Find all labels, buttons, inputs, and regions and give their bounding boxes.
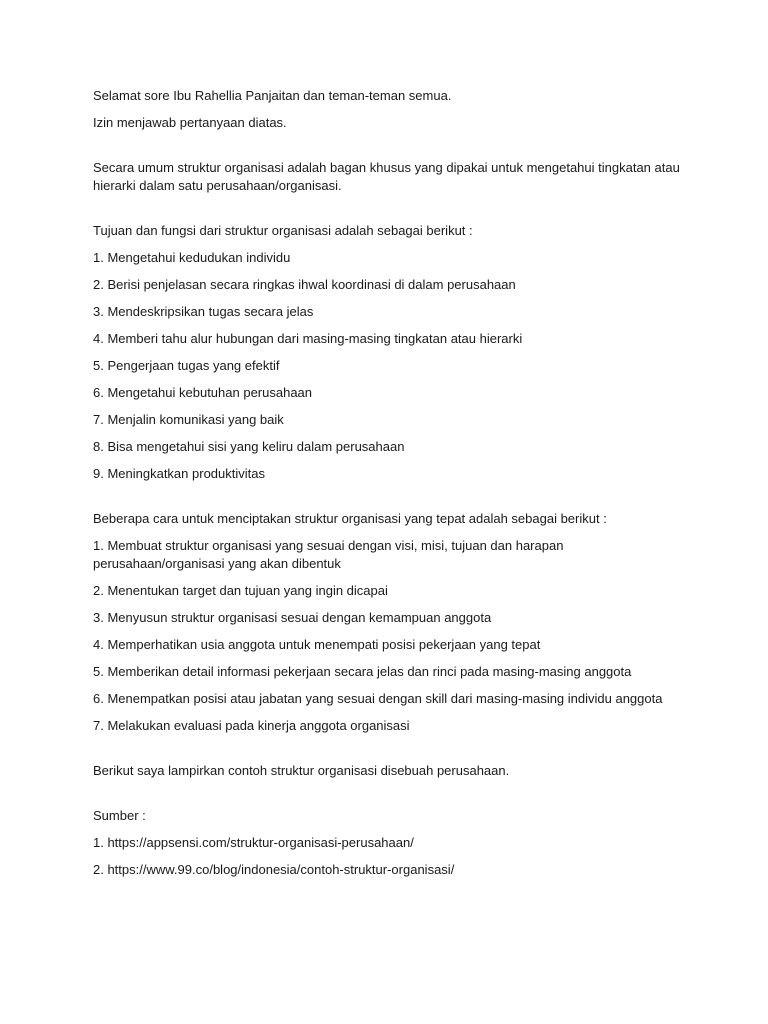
paragraph-spacer bbox=[93, 141, 683, 159]
source-link: 2. https://www.99.co/blog/indonesia/contoh-struktur-organisasi/ bbox=[93, 862, 455, 877]
purpose-list-item: 9. Meningkatkan produktivitas bbox=[93, 466, 265, 481]
methods-list-item: 5. Memberikan detail informasi pekerjaan secara jelas dan rinci pada masing-masing anggota bbox=[93, 664, 632, 679]
purpose-list-item: 6. Mengetahui kebutuhan perusahaan bbox=[93, 385, 313, 400]
paragraph-spacer bbox=[93, 204, 683, 222]
intro-paragraph: Izin menjawab pertanyaan diatas. bbox=[93, 115, 287, 130]
sources-list bbox=[93, 834, 683, 879]
purpose-list-item: 4. Memberi tahu alur hubungan dari masing-masing tingkatan atau hierarki bbox=[93, 331, 523, 346]
definition-paragraph: Secara umum struktur organisasi adalah bagan khusus yang dipakai untuk mengetahui tingkatan atau hierarki dalam satu perusahaan/organisasi. bbox=[93, 160, 680, 193]
methods-heading: Beberapa cara untuk menciptakan struktur organisasi yang tepat adalah sebagai berikut : bbox=[93, 511, 607, 526]
purpose-list-item: 3. Mendeskripsikan tugas secara jelas bbox=[93, 304, 314, 319]
methods-list bbox=[93, 537, 683, 735]
methods-list-item: 1. Membuat struktur organisasi yang sesuai dengan visi, misi, tujuan dan harapan perusahaan/organisasi yang akan dibentuk bbox=[93, 538, 564, 571]
methods-list-item: 4. Memperhatikan usia anggota untuk menempati posisi pekerjaan yang tepat bbox=[93, 637, 541, 652]
purpose-list-item: 7. Menjalin komunikasi yang baik bbox=[93, 412, 284, 427]
document-body bbox=[93, 87, 683, 888]
greeting-paragraph: Selamat sore Ibu Rahellia Panjaitan dan teman-teman semua. bbox=[93, 88, 452, 103]
methods-list-item: 3. Menyusun struktur organisasi sesuai dengan kemampuan anggota bbox=[93, 610, 492, 625]
methods-list-item: 2. Menentukan target dan tujuan yang ingin dicapai bbox=[93, 583, 388, 598]
purpose-list-item: 2. Berisi penjelasan secara ringkas ihwal koordinasi di dalam perusahaan bbox=[93, 277, 516, 292]
methods-list-item: 6. Menempatkan posisi atau jabatan yang sesuai dengan skill dari masing-masing individu anggota bbox=[93, 691, 663, 706]
paragraph-spacer bbox=[93, 789, 683, 807]
purpose-list-item: 8. Bisa mengetahui sisi yang keliru dalam perusahaan bbox=[93, 439, 405, 454]
attachment-note: Berikut saya lampirkan contoh struktur organisasi disebuah perusahaan. bbox=[93, 763, 510, 778]
paragraph-spacer bbox=[93, 492, 683, 510]
sources-heading: Sumber : bbox=[93, 808, 146, 823]
source-link: 1. https://appsensi.com/struktur-organisasi-perusahaan/ bbox=[93, 835, 414, 850]
purpose-heading: Tujuan dan fungsi dari struktur organisasi adalah sebagai berikut : bbox=[93, 223, 473, 238]
purpose-list-item: 1. Mengetahui kedudukan individu bbox=[93, 250, 291, 265]
paragraph-spacer bbox=[93, 744, 683, 762]
methods-list-item: 7. Melakukan evaluasi pada kinerja anggota organisasi bbox=[93, 718, 410, 733]
purpose-list-item: 5. Pengerjaan tugas yang efektif bbox=[93, 358, 280, 373]
purpose-list bbox=[93, 249, 683, 483]
